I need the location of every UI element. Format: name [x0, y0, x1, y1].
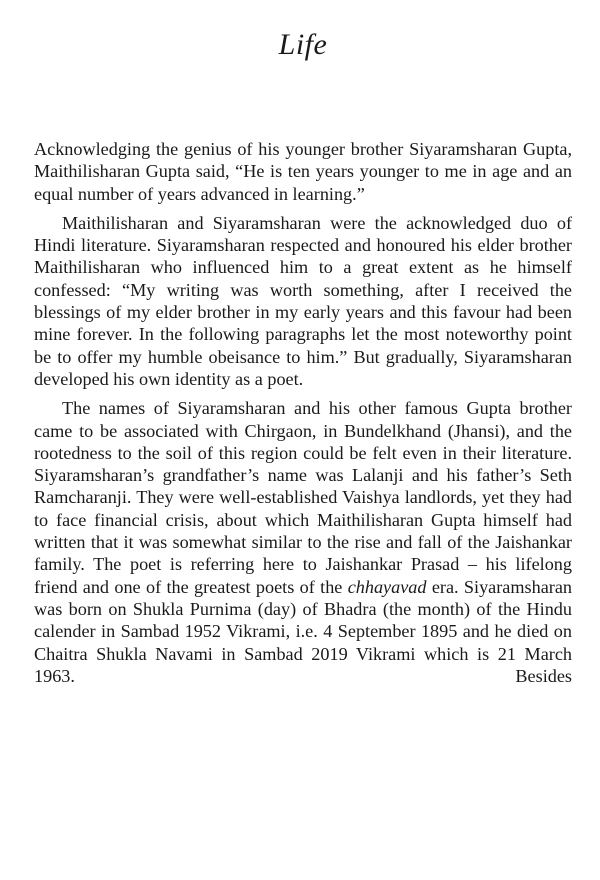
paragraph-2: Maithilisharan and Siyaramsharan were the acknowledged duo of Hindi literature. Siyaramsharan respected and honoured his elder brother Maithilisharan who influenced him to a great extent as he himself confessed: “My writing was worth something, after I received the blessings of my elder brother in my early years and this favour had been mine forever. In the following paragraphs let the most noteworthy point be to offer my humble obeisance to him.” But gradually, Siyaramsharan developed his own identity as a poet. — [34, 212, 572, 389]
chapter-title: Life — [278, 28, 328, 61]
paragraph-1: Acknowledging the genius of his younger brother Siyaramsharan Gupta, Maithilisharan Gupta said, “He is ten years younger to me in age and an equal number of years advanced in learning.” — [34, 139, 572, 204]
paragraph-3 — [34, 397, 572, 687]
italic-term: chhayavad — [347, 576, 427, 597]
paragraph-3-text-end: era. Siyaramsharan was born on Shukla Purnima (day) of Bhadra (the month) of the Hindu calender in Sambad 1952 Vikrami, i.e. 4 September 1895 and he died on Chaitra Shukla Navami in Sambad 2019 Vikrami which is 21 March 1963. Besides — [34, 576, 572, 686]
body-text — [34, 138, 572, 687]
paragraph-3-text-start: The names of Siyaramsharan and his other famous Gupta brother came to be associated with Chirgaon, in Bundelkhand (Jhansi), and the rootedness to the soil of this region could be felt even in their literature. Siyaramsharan’s grandfather’s name was Lalanji and his father’s Seth Ramcharanji. They were well-established Vaishya landlords, yet they had to face financial crisis, about which Maithilisharan Gupta himself had written that it was somewhat similar to the rise and fall of the Jaishankar family. The poet is referring here to Jaishankar Prasad – his lifelong friend and one of the greatest poets of the — [34, 398, 572, 597]
